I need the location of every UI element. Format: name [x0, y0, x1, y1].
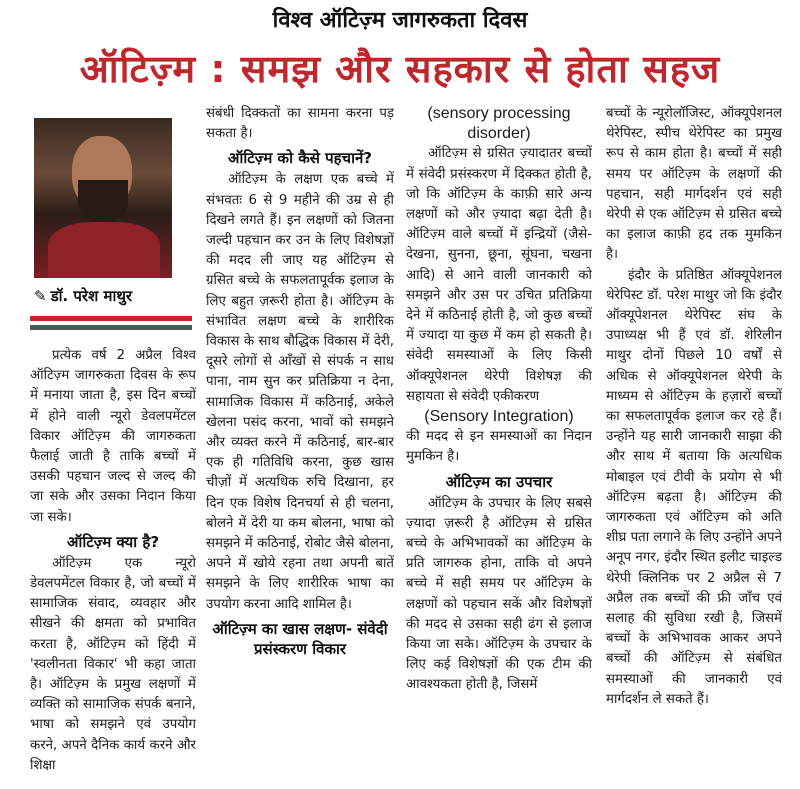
paragraph-definition: ऑटिज़्म एक न्यूरो डेवलपमेंटल विकार है, जो बच्चों में सामाजिक संवाद, व्यवहार और सीखने की क्षमता को प्रभावित करता है, ऑटिज़्म को हिंदी में 'स्वलीनता विकार' भी कहा जाता है। ऑटिज़्म के प्रमुख लक्षणों में व्यक्ति को सामाजिक संपर्क बनाने, भाषा को समझने एवं उपयोग करने, अपने दैनिक कार्य करने और शिक्षा — [30, 555, 196, 773]
heading-what-is-autism: ऑटिज़्म क्या है? — [66, 532, 160, 551]
paragraph-continued: संबंधी दिक्कतों का सामना करना पड़ सकता है। — [206, 106, 394, 142]
sensory-disorder-label: (sensory processing disorder) — [427, 105, 571, 143]
paragraph-indore-clinic: इंदौर के प्रतिष्ठित ऑक्यूपेशनल थेरेपिस्ट डॉ. परेश माथुर जो कि इंदौर ऑक्यूपेशनल थेरेपिस्ट संघ के उपाध्यक्ष भी हैं एवं डॉ. शेरिलीन माथुर दोनों पिछले 10 वर्षों से अधिक से ऑक्यूपेशनल थेरेपी के माध्यम से ऑटिज़्म के हज़ारों बच्चों का सफलतापूर्वक इलाज कर रहे हैं। उन्होंने यह सारी जानकारी साझा की और साथ में बताया कि अत्यधिक मोबाइल एवं टीवी के प्रयोग से भी ऑटिज़्म बढ़ता है। ऑटिज़्म की जागरुकता एवं ऑटिज़्म को अति शीघ्र पता लगाने के लिए उन्होंने अपने अनूप नगर, इंदौर स्थित इलीट चाइल्ड थेरेपी क्लिनिक पर 2 अप्रैल से 7 अप्रैल तक बच्चों की फ्री जाँच एवं सलाह की सुविधा रखी है, जिसमें बच्चों के अभिभावक आकर अपने बच्चों की ऑटिज़्म से संबंधित समस्याओं की जानकारी एवं मार्गदर्शन ले सकते हैं। — [606, 267, 782, 707]
heading-treatment: ऑटिज़्म का उपचार — [445, 472, 553, 491]
paragraph-sensory-end: की मदद से इन समस्याओं का निदान मुमकिन है। — [406, 429, 592, 465]
paragraph-sensory: ऑटिज़्म से ग्रसित ज़्यादातर बच्चों में संवेदी प्रसंस्करण में दिक्कत होती है, जो कि ऑटिज़्म के काफ़ी सारे अन्य लक्षणों को और ज़्यादा बढ़ा देती है। ऑटिज़्म वाले बच्चों में इन्द्रियों (जैसे- देखना, सुनना, छूना, सूंघना, चखना आदि) से आने वाली जानकारी को समझने और उस पर उचित प्रतिक्रिया देने में कठिनाई होती है, जो कुछ बच्चों में ज्यादा या कुछ में कम हो सकती है। संवेदी समस्याओं के लिए किसी ऑक्यूपेशनल थेरेपी विशेषज्ञ की सहायता से संवेदी एकीकरण — [406, 146, 592, 404]
paragraph-symptoms: ऑटिज़्म के लक्षण एक बच्चे में संभवतः 6 से 9 महीने की उम्र से ही दिखने लगते हैं। इन लक्षणों को जितना जल्दी पहचान कर उन के लिए विशेषज्ञों की मदद ली जाए यह ऑटिज़्म से ग्रसित बच्चे के सफलतापूर्वक इलाज के लिए बहुत ज़रूरी होता है। ऑटिज़्म के संभावित लक्षण बच्चे के शारीरिक विकास के साथ बौद्धिक विकास में देरी, दूसरे लोगों से आँखों से संपर्क न साध पाना, नाम सुन कर प्रतिक्रिया न देना, सामाजिक विकास में कठिनाई, अकेले खेलना पसंद करना, भावों को समझने और व्यक्त करने में कठिनाई, बार-बार एक ही गतिविधि करना, कुछ खास चीज़ों में अत्यधिक रुचि दिखाना, हर दिन एक विशेष दिनचर्या से ही चलना, बोलने में देरी या कम बोलना, भाषा को समझने में कठिनाई, रोबोट जैसे बोलना, अपने में खोये रहना तथा अपनी बातें समझने के लिए शारीरिक भाषा का उपयोग करना आदि शामिल है। — [206, 172, 394, 612]
column-2 — [206, 104, 394, 789]
author-photo — [34, 118, 172, 278]
intro-paragraph: प्रत्येक वर्ष 2 अप्रैल विश्व ऑटिज़्म जागरुकता दिवस के रूप में मनाया जाता है, इस दिन बच्चों में होने वाली न्यूरो डेवलपमेंटल विकार ऑटिज़्म की जागरुकता फैलाई जाती है ताकि बच्चों में उसकी पहचान जल्द से जल्द की जा सके और उसका निदान किया जा सके। — [30, 348, 196, 525]
paragraph-specialists: बच्चों के न्यूरोलॉजिस्ट, ऑक्यूपेशनल थेरेपिस्ट, स्पीच थेरेपिस्ट का प्रमुख रूप से काम होता है। बच्चों में सही समय पर ऑटिज़्म के लक्षणों की पहचान, सही मार्गदर्शन एवं सही थेरेपी से एक ऑटिज़्म से ग्रसित बच्चे का इलाज काफ़ी हद तक मुमकिन है। — [606, 106, 782, 263]
sensory-integration-label: (Sensory Integration) — [424, 408, 574, 426]
divider-gray — [30, 325, 192, 330]
author-name: डॉ. परेश माथुर — [50, 287, 133, 305]
byline — [34, 286, 194, 306]
column-3 — [406, 104, 592, 789]
pen-icon: ✎ — [34, 287, 47, 305]
heading-identify: ऑटिज़्म को कैसे पहचानें? — [228, 149, 372, 168]
photo-shirt — [48, 222, 160, 278]
heading-special-symptom: ऑटिज़्म का खास लक्षण- संवेदी प्रसंस्करण विकार — [212, 619, 388, 658]
divider-red — [30, 316, 192, 321]
paragraph-treatment: ऑटिज़्म के उपचार के लिए सबसे ज़्यादा ज़रूरी है ऑटिज़्म से ग्रसित बच्चे के अभिभावकों का ऑटिज़्म के प्रति जागरुक होना, ताकि वो अपने बच्चे में सही समय पर ऑटिज़्म के लक्षणों को पहचान सकें और विशेषज्ञों की मदद से उसका सही ढंग से इलाज किया जा सके। ऑटिज़्म के उपचार के लिए कई विशेषज्ञों की एक टीम की आवश्यकता होती है, जिसमें — [406, 495, 592, 693]
headline: ऑटिज़्म : समझ और सहकार से होता सहज — [79, 47, 721, 91]
column-4 — [606, 104, 782, 789]
photo-beard — [78, 180, 128, 222]
column-1 — [30, 346, 196, 789]
kicker: विश्व ऑटिज़्म जागरुकता दिवस — [272, 8, 528, 33]
